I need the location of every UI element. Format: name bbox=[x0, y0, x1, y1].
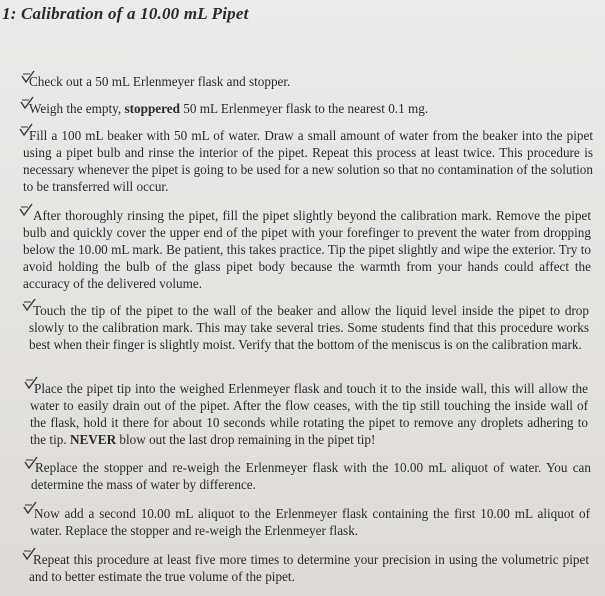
step-9-text: Repeat this procedure at least five more times to determine your precision in using the volumetric pipet and to better estimate the true volume of the pipet. bbox=[29, 552, 589, 584]
step-4-text: After thoroughly rinsing the pipet, fill the pipet slightly beyond the calibration mark. Remove the pipet bulb and quickly cover the upper end of the pipet with your forefinger to prevent the water from dropping below the 10.00 mL mark. Be patient, this takes practice. Tip the pipet slightly and wipe the exterior. Try to avoid holding the bulb of the glass pipet body because the warmth from your hands could affect the accuracy of the delivered volume. bbox=[23, 208, 591, 291]
step-8-text: Now add a second 10.00 mL aliquot to the Erlenmeyer flask containing the first 10.00 mL aliquot of water. Replace the stopper and re-weigh the Erlenmeyer flask. bbox=[30, 506, 590, 538]
step-5-text: Touch the tip of the pipet to the wall of the beaker and allow the liquid level inside the pipet to drop slowly to the calibration mark. This may take several tries. Some students find that this procedure works best when their finger is slightly moist. Verify that the bottom of the meniscus is on the calibration mark. bbox=[29, 303, 589, 352]
step-2-text: Weigh the empty, bbox=[29, 101, 125, 116]
step-1-text: Check out a 50 mL Erlenmeyer flask and stopper. bbox=[29, 74, 291, 89]
step-9 bbox=[29, 551, 589, 585]
step-3-text: Fill a 100 mL beaker with 50 mL of water. Draw a small amount of water from the beaker into the pipet using a pipet bulb and rinse the interior of the pipet. Repeat this process at least twice. This procedure is necessary whenever the pipet is going to be used for a new solution so that no contamination of the solution to be transferred will occur. bbox=[23, 128, 593, 194]
step-7-text: Replace the stopper and re-weigh the Erlenmeyer flask with the 10.00 mL aliquot of water. You can determine the mass of water by difference. bbox=[31, 460, 591, 492]
step-6-text: Place the pipet tip into the weighed Erlenmeyer flask and touch it to the inside wall, this will allow the water to easily drain out of the pipet. After the flow ceases, with the tip still touching the inside wall of the flask, hold it there for about 10 seconds while rotating the pipet to remove any droplets adhering to the tip. bbox=[30, 381, 588, 447]
step-6 bbox=[30, 380, 588, 448]
step-2-text-end: 50 mL Erlenmeyer flask to the nearest 0.1 mg. bbox=[179, 101, 429, 116]
step-5 bbox=[29, 302, 589, 353]
step-8 bbox=[30, 505, 590, 539]
step-3 bbox=[23, 127, 593, 195]
step-6-text-end: blow out the last drop remaining in the pipet tip! bbox=[116, 432, 376, 447]
step-4 bbox=[23, 207, 591, 292]
step-7 bbox=[31, 459, 591, 493]
step-1 bbox=[29, 73, 589, 90]
step-2 bbox=[29, 100, 589, 117]
step-6-emphasis: NEVER bbox=[69, 432, 117, 447]
step-2-emphasis: stoppered bbox=[124, 101, 180, 116]
section-title: 1: Calibration of a 10.00 mL Pipet bbox=[2, 4, 249, 23]
